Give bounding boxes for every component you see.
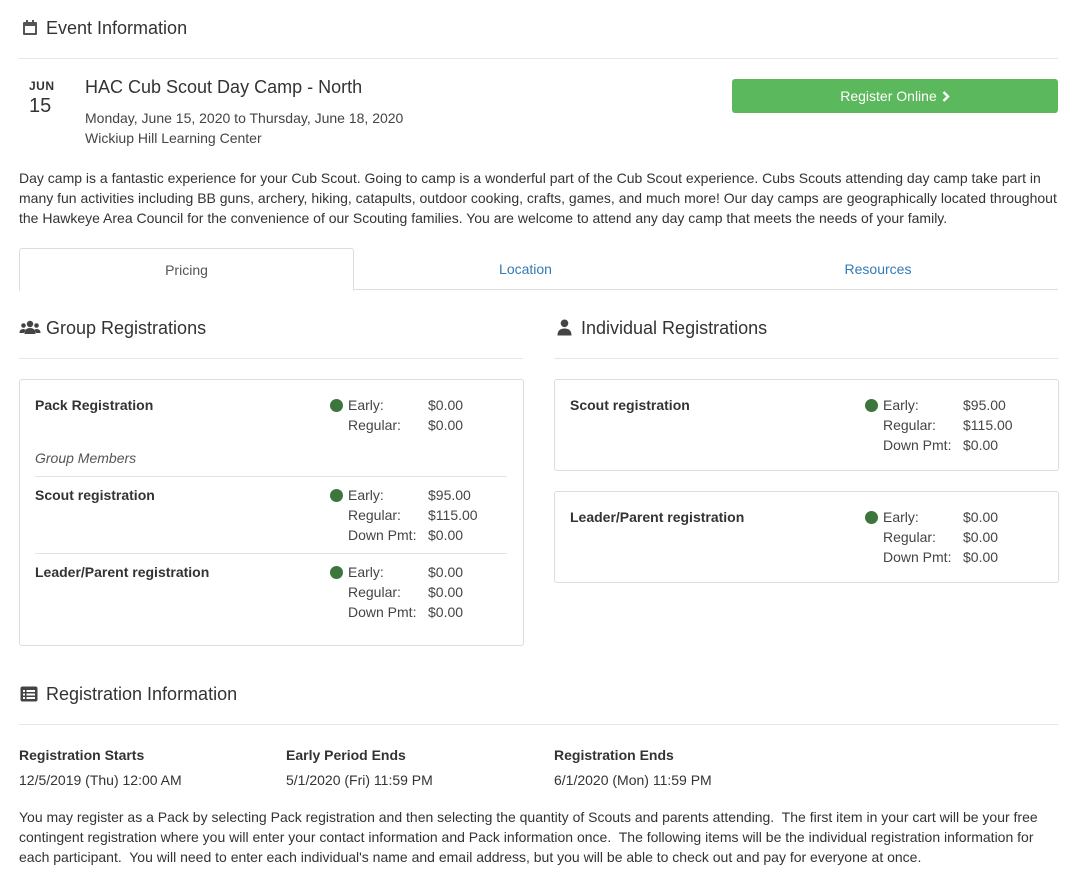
regular-label: Regular: [883, 529, 936, 545]
tab-location[interactable]: Location [499, 260, 552, 277]
down-payment-price: $0.00 [963, 549, 999, 565]
regular-price: $0.00 [428, 584, 464, 600]
registration-note: You may register as a Pack by selecting Pack registration and then selecting the quantity of Scouts and parents attending. The first item in your cart will be your free contingent registration where you will enter your contact information and Pack information once. The following items will be the individual registration information for each participant. You will need to enter each individual's name and email address, but you will be able to check out and pay for everyone at once. [19, 809, 1042, 865]
leader-registration-name: Leader/Parent registration [570, 509, 745, 525]
divider [19, 724, 1058, 725]
divider [35, 476, 507, 477]
early-price: $0.00 [963, 509, 999, 525]
status-dot [330, 566, 343, 579]
down-payment-label: Down Pmt: [348, 527, 417, 543]
regular-label: Regular: [883, 417, 936, 433]
event-info-heading: Event Information [46, 18, 188, 38]
early-label: Early: [883, 397, 919, 413]
regular-label: Regular: [348, 417, 401, 433]
event-description: Day camp is a fantastic experience for your Cub Scout. Going to camp is a wonderful part of the Cub Scout experience. Cubs Scouts attending day camp take part in many fun activities including BB guns, archery, hiking, catapults, outdoor cooking, crafts, games, and much more! Our day camps are geographically located throughout the Hawkeye Area Council for the convenience of our Scouting families. You are welcome to attend any day camp that meets the needs of your family. [19, 170, 1057, 226]
scout-registration-name: Scout registration [570, 397, 690, 413]
divider [19, 58, 1058, 59]
early-price: $95.00 [963, 397, 1006, 413]
calendar-icon [22, 20, 38, 36]
registration-starts-label: Registration Starts [19, 747, 145, 763]
individual-scout-card [554, 379, 1059, 471]
regular-label: Regular: [348, 584, 401, 600]
regular-price: $0.00 [428, 417, 464, 433]
event-title: HAC Cub Scout Day Camp - North [85, 77, 363, 97]
registration-ends-label: Registration Ends [554, 747, 674, 763]
down-payment-price: $0.00 [428, 604, 464, 620]
early-label: Early: [348, 487, 384, 503]
individual-leader-card [554, 491, 1059, 583]
early-label: Early: [348, 397, 384, 413]
early-price: $0.00 [428, 397, 464, 413]
down-payment-label: Down Pmt: [883, 437, 952, 453]
group-members-label: Group Members [35, 450, 137, 466]
event-month: JUN [29, 79, 55, 93]
group-registrations-heading: Group Registrations [46, 318, 207, 338]
event-dates: Monday, June 15, 2020 to Thursday, June 18, 2020 [85, 110, 404, 126]
divider [19, 358, 523, 359]
down-payment-price: $0.00 [963, 437, 999, 453]
regular-label: Regular: [348, 507, 401, 523]
early-label: Early: [883, 509, 919, 525]
divider [554, 358, 1058, 359]
early-period-ends-value: 5/1/2020 (Fri) 11:59 PM [286, 772, 433, 788]
individual-registrations-heading: Individual Registrations [581, 318, 768, 338]
regular-price: $115.00 [428, 507, 478, 523]
early-period-ends-label: Early Period Ends [286, 747, 406, 763]
regular-price: $115.00 [963, 417, 1013, 433]
early-label: Early: [348, 564, 384, 580]
tab-pricing[interactable]: Pricing [19, 248, 354, 291]
leader-registration-name: Leader/Parent registration [35, 564, 210, 580]
registration-info-heading: Registration Information [46, 684, 238, 704]
status-dot [865, 399, 878, 412]
early-price: $0.00 [428, 564, 464, 580]
regular-price: $0.00 [963, 529, 999, 545]
down-payment-label: Down Pmt: [348, 604, 417, 620]
registration-ends-value: 6/1/2020 (Mon) 11:59 PM [554, 772, 712, 788]
registration-starts-value: 12/5/2019 (Thu) 12:00 AM [19, 772, 182, 788]
event-day: 15 [29, 95, 52, 117]
status-dot [865, 511, 878, 524]
pack-registration-name: Pack Registration [35, 397, 154, 413]
list-alt-icon [20, 686, 38, 702]
status-dot [330, 399, 343, 412]
register-online-label: Register Online [840, 88, 937, 104]
scout-registration-name: Scout registration [35, 487, 155, 503]
user-icon [557, 319, 572, 336]
divider [35, 553, 507, 554]
group-registrations-card [19, 379, 524, 646]
down-payment-label: Down Pmt: [883, 549, 952, 565]
status-dot [330, 489, 343, 502]
register-online-button[interactable] [732, 79, 1058, 113]
chevron-right-icon [942, 91, 950, 102]
early-price: $95.00 [428, 487, 471, 503]
event-venue: Wickiup Hill Learning Center [85, 130, 262, 146]
users-icon [19, 320, 41, 336]
down-payment-price: $0.00 [428, 527, 464, 543]
tab-resources[interactable]: Resources [844, 260, 912, 277]
